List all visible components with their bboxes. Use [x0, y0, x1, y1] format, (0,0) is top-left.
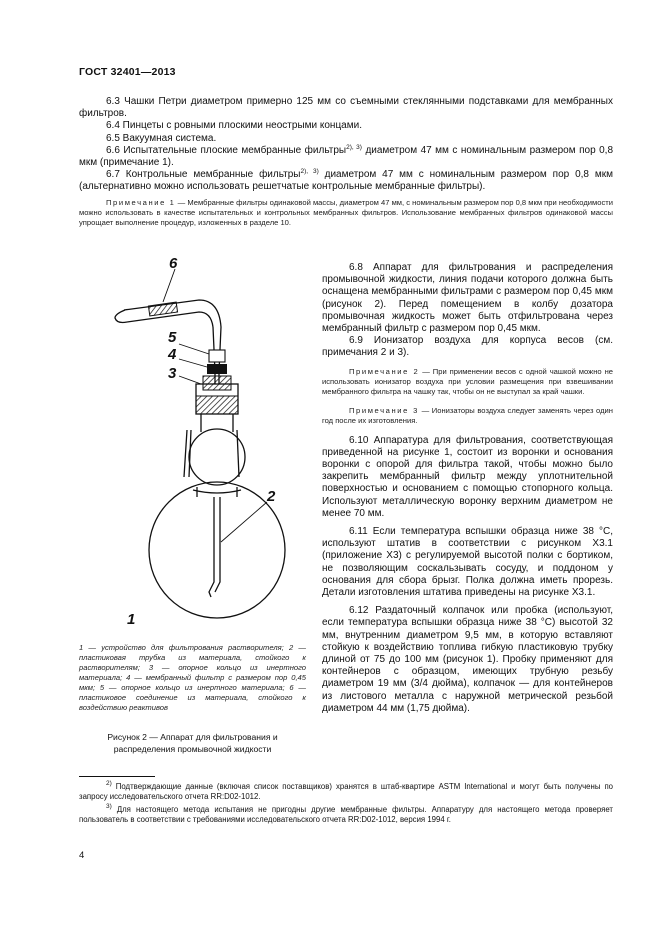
para-6-7: 6.7 Контрольные мембранные фильтры$^{2), 3)}$ диаметром 47 мм с номинальным размером пор 0,8 мкм (альтернативно можно использовать решетчатые контрольные мембранные фильтры). [79, 168, 613, 193]
figure-2-drawing [79, 252, 319, 632]
figure-legend: 1 — устройство для фильтрования растворителя; 2 — пластиковая трубка из материала, стойкого к растворителям; 3 — опорное кольцо из инертного материала; 4 — мембранный фильтр с размером пор 0,45 мкм; 5 — опорное кольцо из инертного материала; 6 — пластиковое соединение из материала, стойкого к воздействию реактивов [79, 643, 306, 712]
note-3: Примечание 3 — Ионизаторы воздуха следует заменять через один год после их изготовления. [322, 405, 613, 425]
top-section [79, 96, 613, 228]
para-6-10: 6.10 Аппаратура для фильтрования, соответствующая приведенной на рисунке 1, состоит из воронки и основания воронки с опорой для фильтра такой, чтобы можно было закрепить мембранный фильтр между уплотнительной поверхностью и основанием с помощью стопорного кольца. Используют металлическую воронку верхним диаметром не менее 70 мм. [322, 434, 613, 519]
page-header: ГОСТ 32401—2013 [79, 66, 176, 78]
para-6-4: 6.4 Пинцеты с ровными плоскими неострыми концами. [106, 120, 362, 132]
para-6-9: 6.9 Ионизатор воздуха для корпуса весов (см. примечания 2 и 3). [322, 335, 613, 359]
para-6-12: 6.12 Раздаточный колпачок или пробка (используют, если температура вспышки образца ниже 38 °С) высотой 32 мм, внутренним диаметром 9,5 мм, в которую вставляют стойкую к воздействию топлива гибкую пластиковую трубку длиной от 75 до 100 мм (рисунок 1). Пробку применяют для контейнеров с образцом, имеющих трубную резьбу диаметром 19 мм (3/4 дюйма), колпачок — для контейнеров из листового металла с наружной метрической резьбой диаметром 44 мм (1,75 дюйма). [322, 605, 613, 714]
label-6: 6 [169, 255, 178, 272]
para-6-3: 6.3 Чашки Петри диаметром примерно 125 мм со съемными стеклянными подставками для мембранных фильтров. [79, 96, 613, 120]
figure-caption: Рисунок 2 — Аппарат для фильтрования и распределения промывочной жидкости [107, 732, 278, 754]
flask-sphere [149, 482, 285, 618]
note-1: Примечание 1 — Мембранные фильтры одинаковой массы, диаметром 47 мм, с номинальным размером пор 0,8 мкм при необходимости можно использовать в качестве испытательных и контрольных мембранных фильтров. Использование мембранных фильтров одинаковой массы упрощает выполнение процедур, изложенных в разделе 10. [79, 197, 613, 227]
label-4: 4 [168, 346, 177, 363]
figure-legend-block [79, 643, 306, 755]
label-2: 2 [267, 488, 276, 505]
footnote-3: $^{3)}$ Для настоящего метода испытания не пригодны другие мембранные фильтры. Аппаратуру для настоящего метода проверяет пользователь в соответствии с требованиями исследовательского отчета RR:D02-1012, версия 1994 г. [79, 802, 613, 825]
footnotes [79, 782, 613, 826]
note-2: Примечание 2 — При применении весов с одной чашкой можно не использовать ионизатор воздуха при условии размещения при взвешивании мембранного фильтра на чашку так, чтобы он не выступал за край чашки. [322, 366, 613, 396]
para-6-6: 6.6 Испытательные плоские мембранные фильтры$^{2), 3)}$ диаметром 47 мм с номинальным размером пор 0,8 мкм (примечание 1). [79, 143, 614, 169]
label-1: 1 [127, 611, 136, 628]
para-6-5: 6.5 Вакуумная система. [106, 132, 217, 144]
label-5: 5 [168, 329, 177, 346]
para-6-11: 6.11 Если температура вспышки образца ниже 38 °С, используют штатив в соответствии с рисунком Х3.1 (приложение Х3) с регулируемой высотой полки с бортиком, не позволяющим соскальзывать сосуду, и поддоном у основания для сбора брызг. Полка должна иметь прорезь. Детали изготовления штатива приведены на рисунке Х3.1. [322, 526, 613, 599]
para-6-8: 6.8 Аппарат для фильтрования и распределения промывочной жидкости, линия подачи которого должна быть оснащена мембранными фильтрами с размером пор 0,45 мкм (рисунок 2). Перед помещением в колбу дозатора промывочная жидкость может быть отфильтрована через мембранный фильтр с размером пор 0,45 мкм. [322, 262, 613, 335]
label-3: 3 [168, 365, 177, 382]
page-number: 4 [79, 850, 85, 861]
footnote-2: $^{2)}$ Подтверждающие данные (включая список поставщиков) хранятся в штаб-квартире ASTM International и могут быть получены по запросу исследовательского отчета RR:D02-1012. [79, 780, 613, 802]
footnote-rule [79, 776, 155, 777]
right-column [322, 262, 613, 715]
